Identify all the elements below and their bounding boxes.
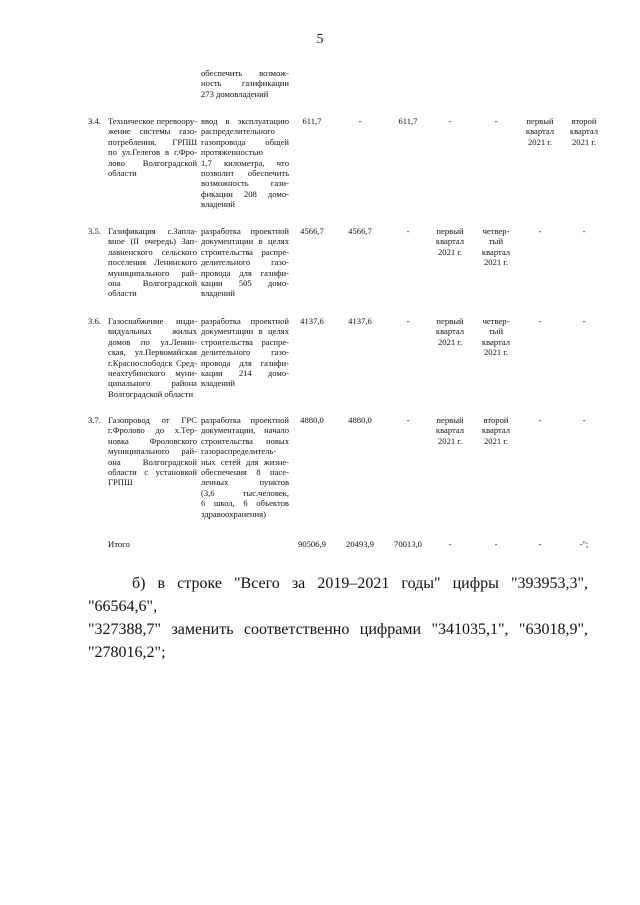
- stage-start-design-line: 2021 г.: [437, 435, 463, 446]
- stage-end-build: [566, 116, 602, 147]
- object-description-line: ввод в эксплуатацию: [201, 116, 289, 126]
- total-amount-value: 4566,7: [300, 226, 324, 236]
- object-name-line: видуальных жилых: [108, 326, 197, 337]
- object-description-line: газораспределитель-: [201, 446, 277, 457]
- object-description-line: владений: [201, 288, 236, 299]
- object-description-line: ленных пунктов: [201, 477, 289, 488]
- object-name-line: Газификация с.Запла-: [108, 226, 197, 236]
- itogo-label: [108, 539, 197, 549]
- object-description-line: провода для газифи-: [201, 357, 289, 368]
- itogo-stage-start-build: [520, 539, 560, 549]
- itogo-amount-2021-value: 70013,0: [394, 539, 422, 549]
- row-number: [88, 226, 106, 236]
- amount-2021-value: -: [406, 316, 410, 326]
- object-description-line: распределительного: [201, 126, 275, 137]
- stage-end-design-line: четвер-: [482, 226, 510, 236]
- amount-2020-value: 4566,7: [348, 226, 372, 236]
- stage-end-build: [566, 316, 602, 326]
- object-name-line: она Волгоградской: [108, 278, 197, 289]
- stage-start-design: [430, 116, 470, 126]
- stage-end-design-line: квартал: [481, 336, 511, 347]
- stage-end-design-line: второй: [483, 415, 509, 425]
- stage-start-build-value: -: [538, 226, 542, 236]
- object-description-line: строительства распре-: [201, 246, 289, 257]
- stage-end-design-line: 2021 г.: [483, 435, 509, 446]
- object-description-line: владений: [201, 199, 236, 210]
- stage-start-design: [430, 226, 470, 257]
- itogo-amount-2020: [340, 539, 380, 549]
- object-name-line: области с установкой: [108, 467, 197, 478]
- itogo-total-amount-value: 90506,9: [298, 539, 326, 549]
- stage-end-design-line: квартал: [481, 425, 511, 436]
- stage-end-design: [476, 415, 516, 446]
- stage-start-design: [430, 316, 470, 347]
- total-amount-value: 4880,0: [300, 415, 324, 425]
- amendment-paragraph: [88, 572, 588, 664]
- itogo-label-value: Итого: [108, 539, 130, 549]
- description-continued-line: ность газификации: [201, 78, 289, 89]
- footer-line: "278016,2";: [88, 644, 166, 661]
- object-description: [201, 415, 289, 519]
- amount-2021: [388, 226, 428, 236]
- object-description-line: фикации 208 домо-: [201, 188, 289, 199]
- amount-2021: [388, 116, 428, 126]
- object-name-line: г.Краснослободск Сред-: [108, 357, 197, 368]
- row-number-value: 3.6.: [88, 316, 101, 326]
- stage-start-design-value: -: [448, 116, 452, 126]
- stage-start-design-line: квартал: [435, 425, 465, 436]
- stage-end-build-value: -: [582, 226, 586, 236]
- stage-end-build-value: -: [582, 316, 586, 326]
- object-name: [108, 415, 197, 488]
- amount-2021-value: -: [406, 415, 410, 425]
- object-description-line: обеспечения 8 насе-: [201, 467, 289, 478]
- object-name-line: муниципального рай-: [108, 267, 197, 278]
- object-description-line: владений: [201, 378, 236, 389]
- object-name-line: жение системы газо-: [108, 126, 197, 137]
- row-number: [88, 116, 106, 126]
- object-description-line: строительства распре-: [201, 336, 289, 347]
- object-description-line: разработка проектной: [201, 316, 289, 326]
- object-name-line: ципального района: [108, 378, 197, 389]
- stage-end-build-line: второй: [571, 116, 597, 126]
- amount-2020: [340, 116, 380, 126]
- amount-2021-value: 611,7: [398, 116, 418, 126]
- object-description-line: газопровода общей: [201, 136, 289, 147]
- total-amount: [292, 316, 332, 326]
- stage-start-build: [520, 415, 560, 425]
- amount-2021-value: -: [406, 226, 410, 236]
- stage-end-build: [566, 415, 602, 425]
- object-name-line: области: [108, 168, 137, 179]
- object-name-line: Газоснабжение инди-: [108, 316, 197, 326]
- stage-start-design-line: квартал: [435, 236, 465, 247]
- object-description-line: 6 школ, 6 объектов: [201, 498, 289, 509]
- stage-end-design-line: квартал: [481, 246, 511, 257]
- object-name: [108, 226, 197, 299]
- stage-start-build-value: -: [538, 316, 542, 326]
- stage-start-build-line: квартал: [525, 126, 555, 137]
- object-description-line: провода для газифи-: [201, 267, 289, 278]
- row-number: [88, 316, 106, 326]
- object-description-line: ных сетей для жизне-: [201, 456, 289, 467]
- stage-start-build: [520, 226, 560, 236]
- stage-start-design-line: квартал: [435, 326, 465, 337]
- row-number-value: 3.5.: [88, 226, 101, 236]
- object-name-line: лово Волгоградской: [108, 157, 197, 168]
- object-description-line: документации в целях: [201, 326, 289, 337]
- stage-start-build-line: первый: [526, 116, 554, 126]
- total-amount: [292, 415, 332, 425]
- itogo-total-amount: [292, 539, 332, 549]
- total-amount: [292, 116, 332, 126]
- amount-2020: [340, 415, 380, 425]
- object-name-line: муниципального рай-: [108, 446, 197, 457]
- object-description-line: разработка проектной: [201, 226, 289, 236]
- total-amount-value: 611,7: [302, 116, 322, 126]
- amount-2021: [388, 415, 428, 425]
- stage-end-design-line: тый: [488, 236, 504, 247]
- itogo-stage-end-build: [566, 539, 602, 549]
- itogo-amount-2020-value: 20493,9: [346, 539, 374, 549]
- itogo-stage-start-build-value: -: [538, 539, 542, 549]
- object-description-line: строительства новых: [201, 435, 289, 446]
- stage-end-design: [476, 116, 516, 126]
- itogo-stage-end-build-value: -";: [579, 539, 589, 549]
- stage-start-build: [520, 116, 560, 147]
- stage-end-design-value: -: [494, 116, 498, 126]
- stage-end-build-line: 2021 г.: [571, 136, 597, 147]
- object-description-line: документации, начало: [201, 425, 289, 436]
- footer-line: "327388,7" заменить соответственно цифрами "341035,1", "63018,9",: [88, 621, 588, 638]
- object-description-line: кации 505 домо-: [201, 278, 289, 289]
- object-description-line: возможность гази-: [201, 178, 289, 189]
- stage-start-build: [520, 316, 560, 326]
- object-description: [201, 226, 289, 299]
- amount-2020: [340, 226, 380, 236]
- stage-end-design: [476, 226, 516, 268]
- itogo-stage-start-design-value: -: [448, 539, 452, 549]
- object-name-line: поселения Ленинского: [108, 257, 197, 268]
- itogo-amount-2021: [388, 539, 428, 549]
- amount-2020: [340, 316, 380, 326]
- stage-end-build: [566, 226, 602, 236]
- object-name-line: по ул.Гелегов в г.Фро-: [108, 147, 197, 158]
- row-number-value: 3.4.: [88, 116, 101, 126]
- stage-start-design-line: первый: [436, 316, 464, 326]
- row-number: [88, 415, 106, 425]
- object-name-line: Волгоградской области: [108, 388, 194, 399]
- stage-start-build-value: -: [538, 415, 542, 425]
- description-continued: [201, 68, 289, 99]
- amount-2020-value: 4880,0: [348, 415, 372, 425]
- stage-start-design-line: первый: [436, 226, 464, 236]
- object-name-line: новка Фроловского: [108, 435, 197, 446]
- total-amount: [292, 226, 332, 236]
- object-name-line: неахтубинского муни-: [108, 368, 197, 379]
- stage-end-design-line: тый: [488, 326, 504, 337]
- object-description-line: протяженностью: [201, 147, 263, 158]
- object-description-line: здравоохранения): [201, 508, 266, 519]
- stage-end-build-value: -: [582, 415, 586, 425]
- object-description: [201, 316, 289, 389]
- object-name: [108, 316, 197, 399]
- itogo-stage-end-design-value: -: [494, 539, 498, 549]
- footer-line: б) в строке "Всего за 2019–2021 годы" цифры "393953,3", "66564,6",: [88, 575, 588, 615]
- object-description-line: кации 214 домо-: [201, 368, 289, 379]
- object-name-line: лавненского сельского: [108, 246, 197, 257]
- object-description-line: (3,6 тыс.человек,: [201, 487, 289, 498]
- amount-2021: [388, 316, 428, 326]
- object-name-line: Газопровод от ГРС: [108, 415, 197, 425]
- object-name-line: домов по ул.Ленин-: [108, 336, 197, 347]
- row-number-value: 3.7.: [88, 415, 101, 425]
- itogo-stage-end-design: [476, 539, 516, 549]
- stage-end-design-line: 2021 г.: [483, 347, 509, 358]
- object-description-line: разработка проектной: [201, 415, 289, 425]
- object-description: [201, 116, 289, 210]
- object-name-line: она Волгоградской: [108, 456, 197, 467]
- stage-end-design-line: 2021 г.: [483, 257, 509, 268]
- amount-2020-value: 4137,6: [348, 316, 372, 326]
- stage-start-design-line: первый: [436, 415, 464, 425]
- total-amount-value: 4137,6: [300, 316, 324, 326]
- object-description-line: позволит обеспечить: [201, 168, 289, 179]
- stage-start-build-line: 2021 г.: [527, 136, 553, 147]
- object-name: [108, 116, 197, 178]
- object-name-line: потребления, ГРПШ: [108, 136, 197, 147]
- itogo-stage-start-design: [430, 539, 470, 549]
- object-description-line: делительного газо-: [201, 347, 289, 358]
- object-name-line: вное (II очередь) Зап-: [108, 236, 197, 247]
- object-name-line: ГРПШ: [108, 477, 133, 488]
- stage-end-build-line: квартал: [569, 126, 599, 137]
- description-continued-line: обеспечить возмож-: [201, 68, 289, 78]
- stage-end-design: [476, 316, 516, 358]
- object-description-line: 1,7 километра, что: [201, 157, 289, 168]
- description-continued-line: 273 домовладений: [201, 88, 269, 99]
- object-description-line: делительного газо-: [201, 257, 289, 268]
- object-description-line: документации в целях: [201, 236, 289, 247]
- object-name-line: г.Фролово до х.Тер-: [108, 425, 197, 436]
- amount-2020-value: -: [358, 116, 362, 126]
- stage-start-design-line: 2021 г.: [437, 246, 463, 257]
- stage-start-design-line: 2021 г.: [437, 336, 463, 347]
- object-name-line: области: [108, 288, 137, 299]
- stage-start-design: [430, 415, 470, 446]
- stage-end-design-line: четвер-: [482, 316, 510, 326]
- object-name-line: ская, ул.Первомайская: [108, 347, 197, 358]
- page-number: 5: [316, 32, 324, 47]
- object-name-line: Техническое перевоору-: [108, 116, 197, 126]
